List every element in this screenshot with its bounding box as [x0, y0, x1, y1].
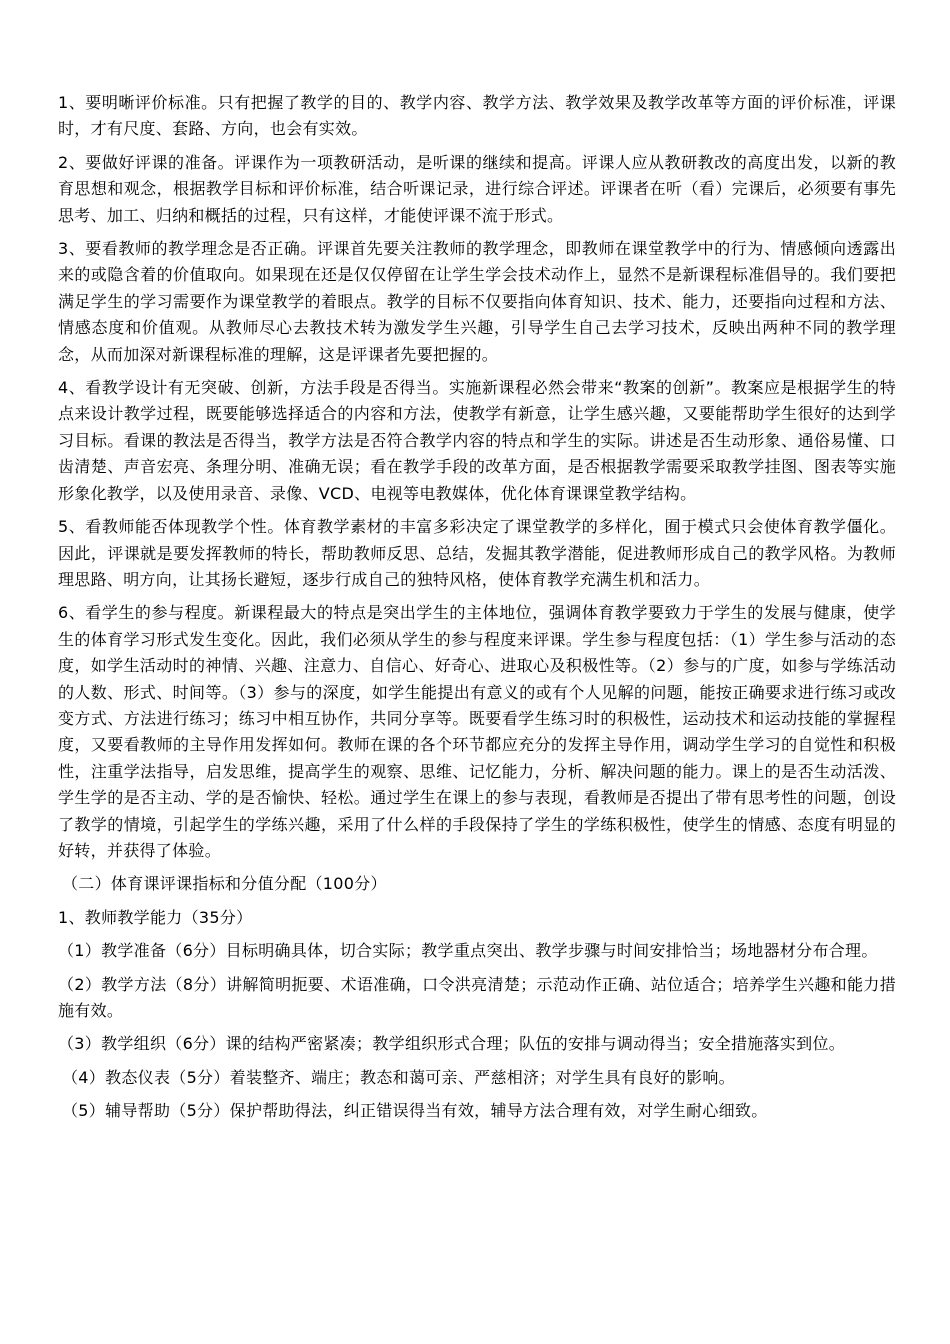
paragraph-teaching-individuality: 5、看教师能否体现教学个性。体育教学素材的丰富多彩决定了课堂教学的多样化，囿于模式只会使体育教学僵化。因此，评课就是要发挥教师的特长，帮助教师反思、总结，发掘其教学潜能，促进教师形成自己的教学风格。为教师理思路、明方向，让其扬长避短，逐步行成自己的独特风格，使体育教学充满生机和活力。: [58, 517, 896, 589]
item-tutoring-help: （5）辅导帮助（5分）保护帮助得法，纠正错误得当有效，辅导方法合理有效，对学生耐心细致。: [62, 1101, 768, 1121]
document-page: [58, 90, 896, 1132]
paragraph-teaching-design: 4、看教学设计有无突破、创新，方法手段是否得当。实施新课程必然会带来“教案的创新”。教案应是根据学生的特点来设计教学过程，既要能够选择适合的内容和方法，使教学有新意，让学生感兴趣，又要能帮助学生很好的达到学习目标。看课的教法是否得当，教学方法是否符合教学内容的特点和学生的实际。讲述是否生动形象、通俗易懂、口齿清楚、声音宏亮、条理分明、准确无误；看在教学手段的改革方面，是否根据教学需要采取教学挂图、图表等实施形象化教学，以及使用录音、录像、VCD、电视等电教媒体，优化体育课课堂教学结构。: [58, 378, 896, 503]
paragraph-teaching-philosophy: 3、要看教师的教学理念是否正确。评课首先要关注教师的教学理念，即教师在课堂教学中的行为、情感倾向透露出来的或隐含着的价值取向。如果现在还是仅仅停留在让学生学会技术动作上，显然不是新课程标准倡导的。我们要把满足学生的学习需要作为课堂教学的着眼点。教学的目标不仅要指向体育知识、技术、能力，还要指向过程和方法、情感态度和价值观。从教师尽心去教技术转为激发学生兴趣，引导学生自己去学习技术，反映出两种不同的教学理念，从而加深对新课程标准的理解，这是评课者先要把握的。: [58, 239, 896, 364]
item-teaching-organization: （3）教学组织（6分）课的结构严密紧凑；教学组织形式合理；队伍的安排与调动得当；安全措施落实到位。: [58, 1034, 846, 1054]
paragraph-student-participation: 6、看学生的参与程度。新课程最大的特点是突出学生的主体地位，强调体育教学要致力于学生的发展与健康，使学生的体育学习形式发生变化。因此，我们必须从学生的参与程度来评课。学生参与程度包括：（1）学生参与活动的态度，如学生活动时的神情、兴趣、注意力、自信心、好奇心、进取心及积极性等。（2）参与的广度，如参与学练活动的人数、形式、时间等。（3）参与的深度，如学生能提出有意义的或有个人见解的问题，能按正确要求进行练习或改变方式、方法进行练习；练习中相互协作，共同分享等。既要看学生练习时的积极性，运动技术和运动技能的掌握程度，又要看教师的主导作用发挥如何。教师在课的各个环节都应充分的发挥主导作用，调动学生学习的自觉性和积极性，注重学法指导，启发思维，提高学生的观察、思维、记忆能力，分析、解决问题的能力。课上的是否生动活泼、学生学的是否主动、学的是否愉快、轻松。通过学生在课上的参与表现，看教师是否提出了带有思考性的问题，创设了教学的情境，引起学生的学练兴趣，采用了什么样的手段保持了学生的学练积极性，使学生的情感、态度有明显的好转，并获得了体验。: [58, 603, 896, 860]
paragraph-evaluation-preparation: 2、要做好评课的准备。评课作为一项教研活动，是听课的继续和提高。评课人应从教研教改的高度出发，以新的教育思想和观念，根据教学目标和评价标准，结合听课记录，进行综合评述。评课者在听（看）完课后，必须要有事先思考、加工、归纳和概括的过程，只有这样，才能使评课不流于形式。: [58, 152, 896, 225]
paragraph-evaluation-standard: 1、要明晰评价标准。只有把握了教学的目的、教学内容、教学方法、教学效果及教学改革等方面的评价标准，评课时，才有尺度、套路、方向，也会有实效。: [58, 93, 896, 139]
item-teaching-manner: （4）教态仪表（5分）着装整齐、端庄；教态和蔼可亲、严慈相济；对学生具有良好的影响。: [62, 1067, 735, 1087]
section-heading-indicators: （二）体育课评课指标和分值分配（100分）: [62, 874, 387, 894]
subsection-heading-teaching-ability: 1、教师教学能力（35分）: [58, 907, 253, 927]
item-teaching-method: （2）教学方法（8分）讲解简明扼要、术语准确，口令洪亮清楚；示范动作正确、站位适合；培养学生兴趣和能力措施有效。: [58, 974, 896, 1020]
item-teaching-preparation: （1）教学准备（6分）目标明确具体，切合实际；教学重点突出、教学步骤与时间安排恰当；场地器材分布合理。: [58, 941, 878, 961]
